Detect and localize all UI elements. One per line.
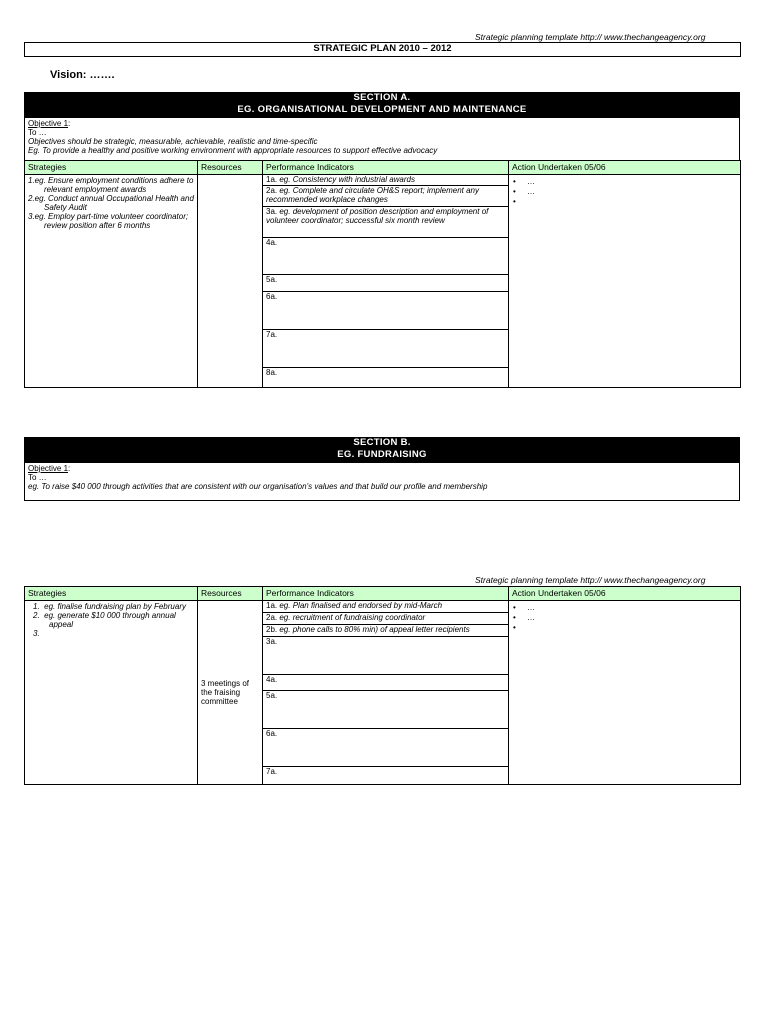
indicator-num: 2a. xyxy=(266,613,278,622)
action-item: • … xyxy=(513,603,740,613)
action-cell xyxy=(509,175,741,388)
indicator-num: 1a. xyxy=(266,175,278,184)
indicator-row xyxy=(263,292,508,330)
strategy-text: eg. Ensure employment conditions adhere to relevant employment awards xyxy=(34,176,194,194)
indicator-num: 4a. xyxy=(266,238,278,247)
action-item xyxy=(513,623,740,633)
strategy-text: eg. generate $10 000 through annual appeal xyxy=(44,611,176,629)
section-a-objective xyxy=(24,118,740,161)
objective-to: To … xyxy=(28,128,47,137)
strategy-item xyxy=(33,602,197,611)
strategy-num: 2. xyxy=(28,194,35,203)
section-a-header xyxy=(24,92,740,118)
indicator-num: 5a. xyxy=(266,691,278,700)
strategies-cell xyxy=(25,175,198,388)
indicator-row xyxy=(263,186,508,207)
strategy-item xyxy=(28,194,197,212)
col-strategies: Strategies xyxy=(25,587,198,601)
strategy-num: 1. xyxy=(28,176,35,185)
indicator-row xyxy=(263,625,508,637)
indicator-num: 8a. xyxy=(266,368,278,377)
indicator-num: 3a. xyxy=(266,207,278,216)
col-strategies: Strategies xyxy=(25,161,198,175)
indicator-row xyxy=(263,601,508,613)
strategy-text: eg. finalise fundraising plan by February xyxy=(44,602,186,611)
indicator-row xyxy=(263,368,508,385)
indicator-num: 5a. xyxy=(266,275,278,284)
indicator-text: eg. phone calls to 80% min) of appeal letter recipients xyxy=(279,625,470,634)
col-indicators: Performance Indicators xyxy=(263,587,509,601)
indicator-row xyxy=(263,330,508,368)
action-item xyxy=(513,197,740,207)
indicator-num: 3a. xyxy=(266,637,278,646)
indicators-cell xyxy=(263,175,509,388)
objective-example: Eg. To provide a healthy and positive working environment with appropriate resources to support effective advocacy xyxy=(28,146,438,155)
col-action: Action Undertaken 05/06 xyxy=(509,161,741,175)
objective-example: eg. To raise $40 000 through activities that are consistent with our organisation’s values and that build our profile and membership xyxy=(28,482,488,491)
resources-cell xyxy=(198,175,263,388)
action-cell xyxy=(509,601,741,785)
indicator-num: 7a. xyxy=(266,767,278,776)
indicator-num: 7a. xyxy=(266,330,278,339)
strategy-num: 3. xyxy=(33,629,40,638)
col-resources: Resources xyxy=(198,587,263,601)
indicator-row xyxy=(263,767,508,784)
indicator-num: 6a. xyxy=(266,292,278,301)
section-a-table xyxy=(24,160,741,388)
strategies-cell xyxy=(25,601,198,785)
col-indicators: Performance Indicators xyxy=(263,161,509,175)
objective-note: Objectives should be strategic, measurable, achievable, realistic and time-specific xyxy=(28,137,318,146)
page-title: STRATEGIC PLAN 2010 – 2012 xyxy=(24,42,741,57)
strategy-item xyxy=(28,212,197,230)
objective-to: To … xyxy=(28,473,47,482)
indicator-row xyxy=(263,175,508,186)
action-item: • … xyxy=(513,613,740,623)
resources-cell xyxy=(198,601,263,785)
indicator-text: eg. Consistency with industrial awards xyxy=(279,175,415,184)
section-b-subtitle: EG. FUNDRAISING xyxy=(337,449,427,460)
indicator-num: 4a. xyxy=(266,675,278,684)
col-action: Action Undertaken 05/06 xyxy=(509,587,741,601)
section-b-title: SECTION B. xyxy=(353,437,411,448)
section-a-subtitle: EG. ORGANISATIONAL DEVELOPMENT AND MAINTENANCE xyxy=(237,104,527,115)
indicator-text: eg. development of position description and employment of volunteer coordinator; successful six month review xyxy=(266,207,489,225)
indicator-row xyxy=(263,675,508,691)
objective-label: Objective 1 xyxy=(28,464,69,473)
indicator-num: 2b. xyxy=(266,625,278,634)
indicator-text: eg. Plan finalised and endorsed by mid-March xyxy=(279,601,443,610)
indicator-row xyxy=(263,207,508,238)
objective-colon: : xyxy=(68,464,71,473)
header-note: Strategic planning template http:// www.thechangeagency.org xyxy=(475,32,706,42)
strategy-text: eg. Conduct annual Occupational Health and Safety Audit xyxy=(34,194,194,212)
strategy-num: 3. xyxy=(28,212,35,221)
vision-label: Vision: ……. xyxy=(50,69,115,81)
strategy-text: eg. Employ part-time volunteer coordinator; review position after 6 months xyxy=(34,212,189,230)
indicators-cell xyxy=(263,601,509,785)
section-a-title: SECTION A. xyxy=(353,92,411,103)
indicator-text: eg. recruitment of fundraising coordinator xyxy=(279,613,426,622)
indicator-num: 6a. xyxy=(266,729,278,738)
col-resources: Resources xyxy=(198,161,263,175)
indicator-row xyxy=(263,691,508,729)
action-item: • … xyxy=(513,187,740,197)
indicator-text: eg. Complete and circulate OH&S report; implement any recommended workplace changes xyxy=(266,186,480,204)
section-b-header xyxy=(24,437,740,463)
strategy-num: 1. xyxy=(33,602,40,611)
section-b-objective xyxy=(24,463,740,501)
strategy-item xyxy=(28,176,197,194)
action-item: • … xyxy=(513,177,740,187)
strategy-num: 2. xyxy=(33,611,40,620)
indicator-num: 2a. xyxy=(266,186,278,195)
section-b-table xyxy=(24,586,741,785)
resources-text: 3 meetings of the fraising committee xyxy=(201,679,250,706)
strategy-item xyxy=(33,611,197,629)
indicator-row xyxy=(263,729,508,767)
indicator-num: 1a. xyxy=(266,601,278,610)
header-note-repeat: Strategic planning template http:// www.thechangeagency.org xyxy=(475,575,706,585)
objective-colon: : xyxy=(68,119,71,128)
strategy-item xyxy=(33,629,197,638)
objective-label: Objective 1 xyxy=(28,119,69,128)
indicator-row xyxy=(263,613,508,625)
indicator-row xyxy=(263,275,508,292)
indicator-row xyxy=(263,637,508,675)
indicator-row xyxy=(263,238,508,275)
